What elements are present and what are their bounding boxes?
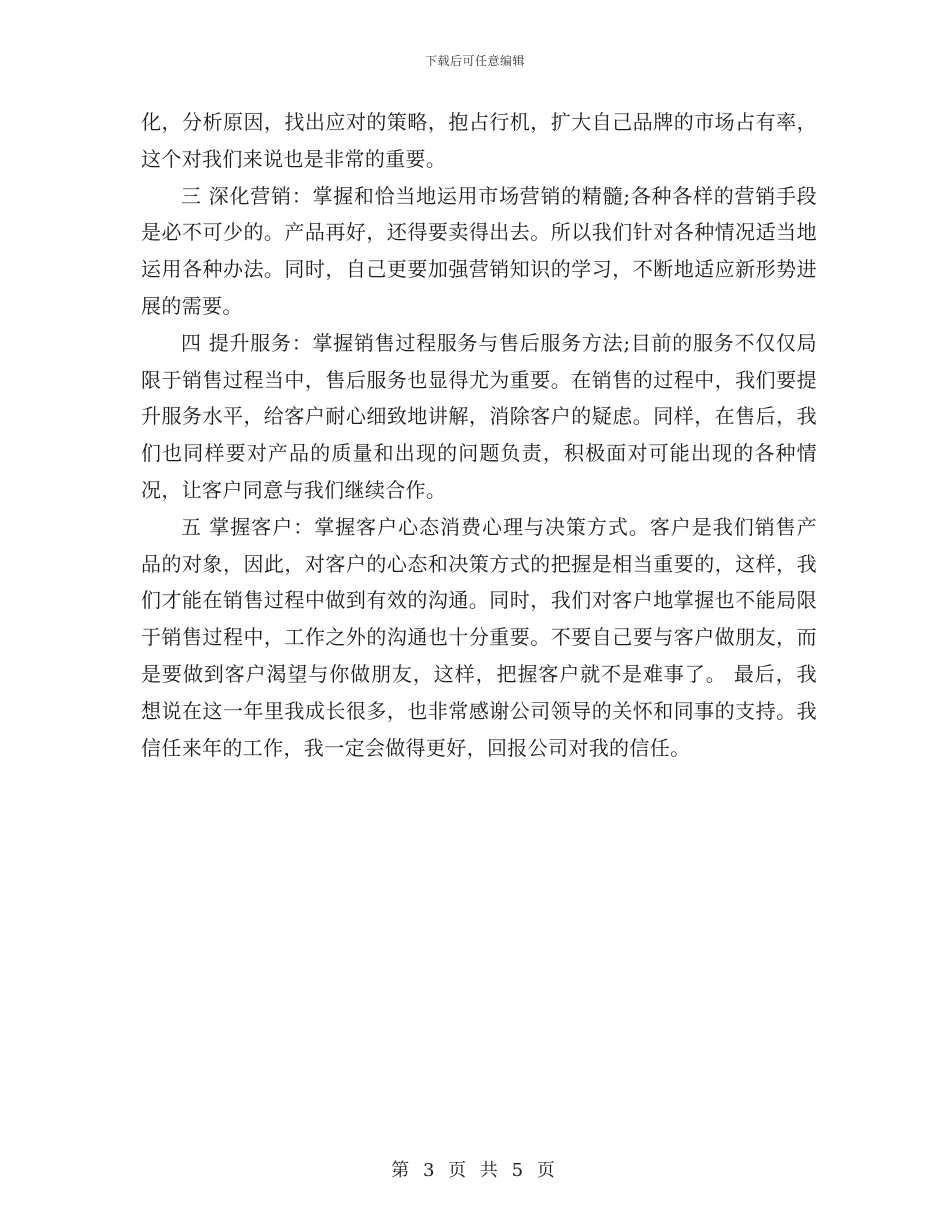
- paragraph-continuation: 化，分析原因，找出应对的策略，抱占行机，扩大自己品牌的市场占有率，这个对我们来说也是非常的重要。: [141, 110, 817, 171]
- document-body: [141, 104, 817, 766]
- page-number-footer: 第 3 页 共 5 页: [391, 1160, 559, 1181]
- page-header: 下载后可任意编辑: [424, 54, 525, 68]
- paragraph-master-customers: 五 掌握客户：掌握客户心态消费心理与决策方式。客户是我们销售产品的对象，因此，对客户的心态和决策方式的把握是相当重要的，这样，我们才能在销售过程中做到有效的沟通。同时，我们对客户地掌握也不能局限于销售过程中，工作之外的沟通也十分重要。不要自己要与客户做朋友，而是要做到客户渴望与你做朋友，这样，把握客户就不是难事了。 最后，我想说在这一年里我成长很多，也非常感谢公司领导的关怀和同事的支持。我信任来年的工作，我一定会做得更好，回报公司对我的信任。: [141, 514, 817, 760]
- paragraph-deepen-marketing: 三 深化营销：掌握和恰当地运用市场营销的精髓;各种各样的营销手段是必不可少的。产品再好，还得要卖得出去。所以我们针对各种情况适当地运用各种办法。同时，自己更要加强营销知识的学习，不断地适应新形势进展的需要。: [141, 183, 817, 318]
- paragraph-improve-service: 四 提升服务：掌握销售过程服务与售后服务方法;目前的服务不仅仅局限于销售过程当中，售后服务也显得尤为重要。在销售的过程中，我们要提升服务水平，给客户耐心细致地讲解，消除客户的疑虑。同样，在售后，我们也同样要对产品的质量和出现的问题负责，积极面对可能出现的各种情况，让客户同意与我们继续合作。: [141, 330, 817, 502]
